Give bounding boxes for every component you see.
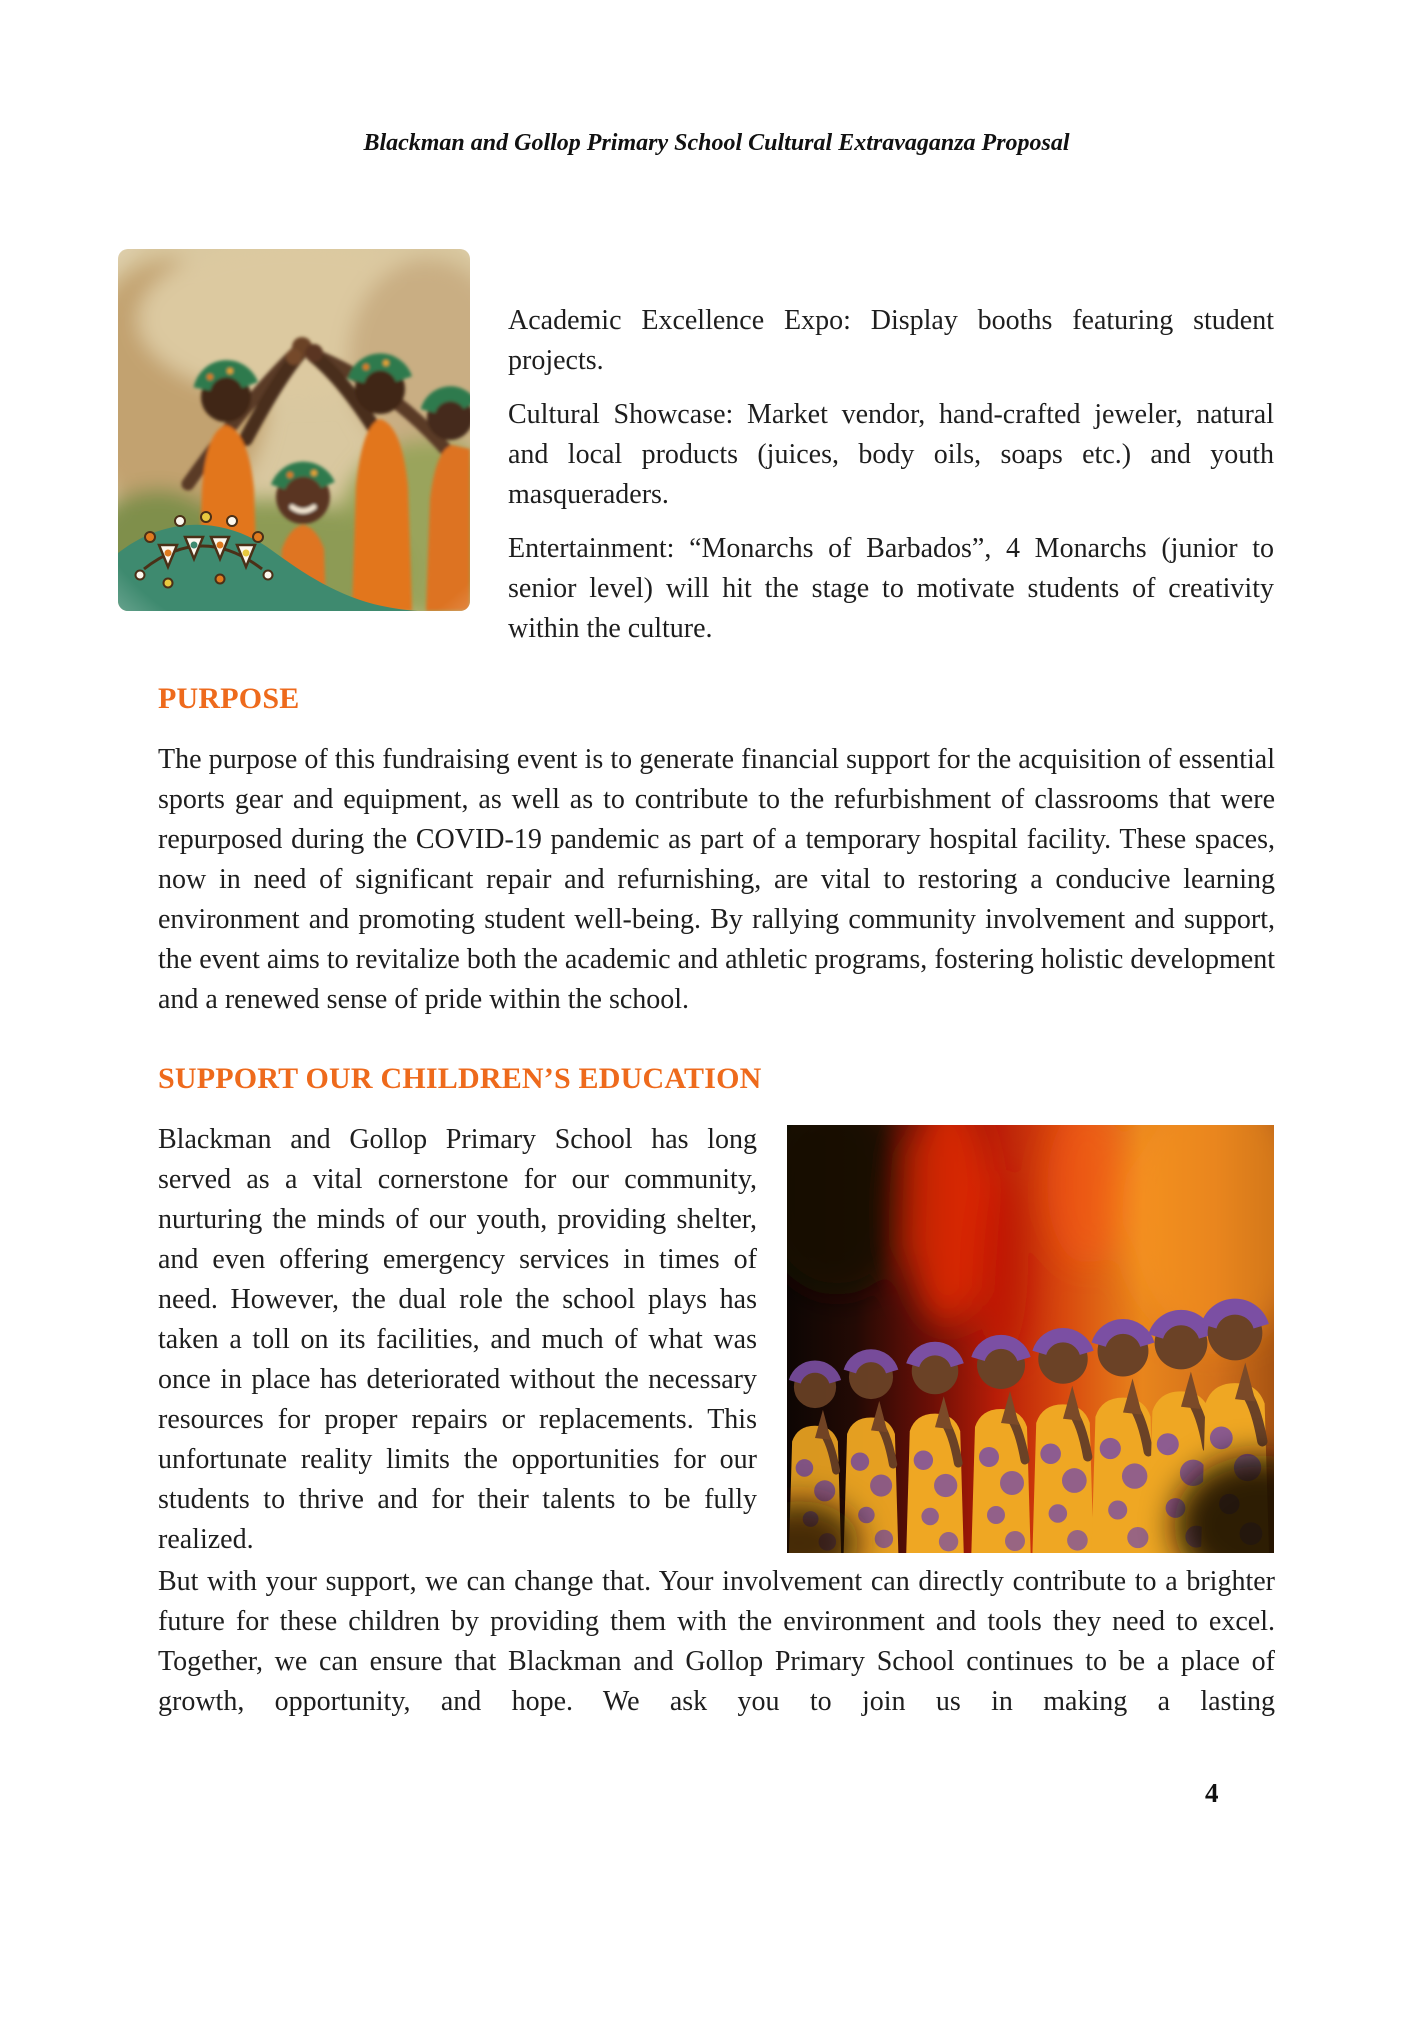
children-highfive-photo (118, 249, 470, 611)
purpose-heading: PURPOSE (158, 682, 300, 715)
children-choir-illustration (787, 1125, 1274, 1553)
intro-paragraph-cultural-showcase: Cultural Showcase: Market vendor, hand-crafted jeweler, natural and local products (juices, body oils, soaps etc.) and youth masqueraders. (508, 399, 1274, 510)
intro-paragraph-academic-expo: Academic Excellence Expo: Display booths featuring student projects. (508, 305, 1274, 376)
children-choir-photo (787, 1125, 1274, 1553)
page-number: 4 (1205, 1778, 1219, 1808)
children-highfive-illustration (118, 249, 470, 611)
support-paragraph: Blackman and Gollop Primary School has long served as a vital cornerstone for our community, nurturing the minds of our youth, providing shelter, and even offering emergency services in times of need. However, the dual role the school plays has taken a toll on its facilities, and much of what was once in place has deteriorated without the necessary resources for proper repairs or replacements. This unfortunate reality limits the opportunities for our students to thrive and for their talents to be fully realized. (158, 1124, 757, 1555)
intro-paragraphs (508, 301, 1274, 663)
document-header-title: Blackman and Gollop Primary School Cultural Extravaganza Proposal (363, 130, 1070, 156)
support-heading: SUPPORT OUR CHILDREN’S EDUCATION (158, 1062, 762, 1095)
closing-paragraph: But with your support, we can change that. Your involvement can directly contribute to a brighter future for these children by providing them with the environment and tools they need to excel. Together, we can ensure that Blackman and Gollop Primary School continues to be a place of growth, opportunity, and hope. We ask you to join us in making a lasting (158, 1566, 1275, 1717)
purpose-paragraph: The purpose of this fundraising event is to generate financial support for the acquisition of essential sports gear and equipment, as well as to contribute to the refurbishment of classrooms that were repurposed during the COVID-19 pandemic as part of a temporary hospital facility. These spaces, now in need of significant repair and refurnishing, are vital to restoring a conducive learning environment and promoting student well-being. By rallying community involvement and support, the event aims to revitalize both the academic and athletic programs, fostering holistic development and a renewed sense of pride within the school. (158, 744, 1275, 1015)
intro-paragraph-entertainment: Entertainment: “Monarchs of Barbados”, 4 Monarchs (junior to senior level) will hit the stage to motivate students of creativity within the culture. (508, 533, 1274, 644)
